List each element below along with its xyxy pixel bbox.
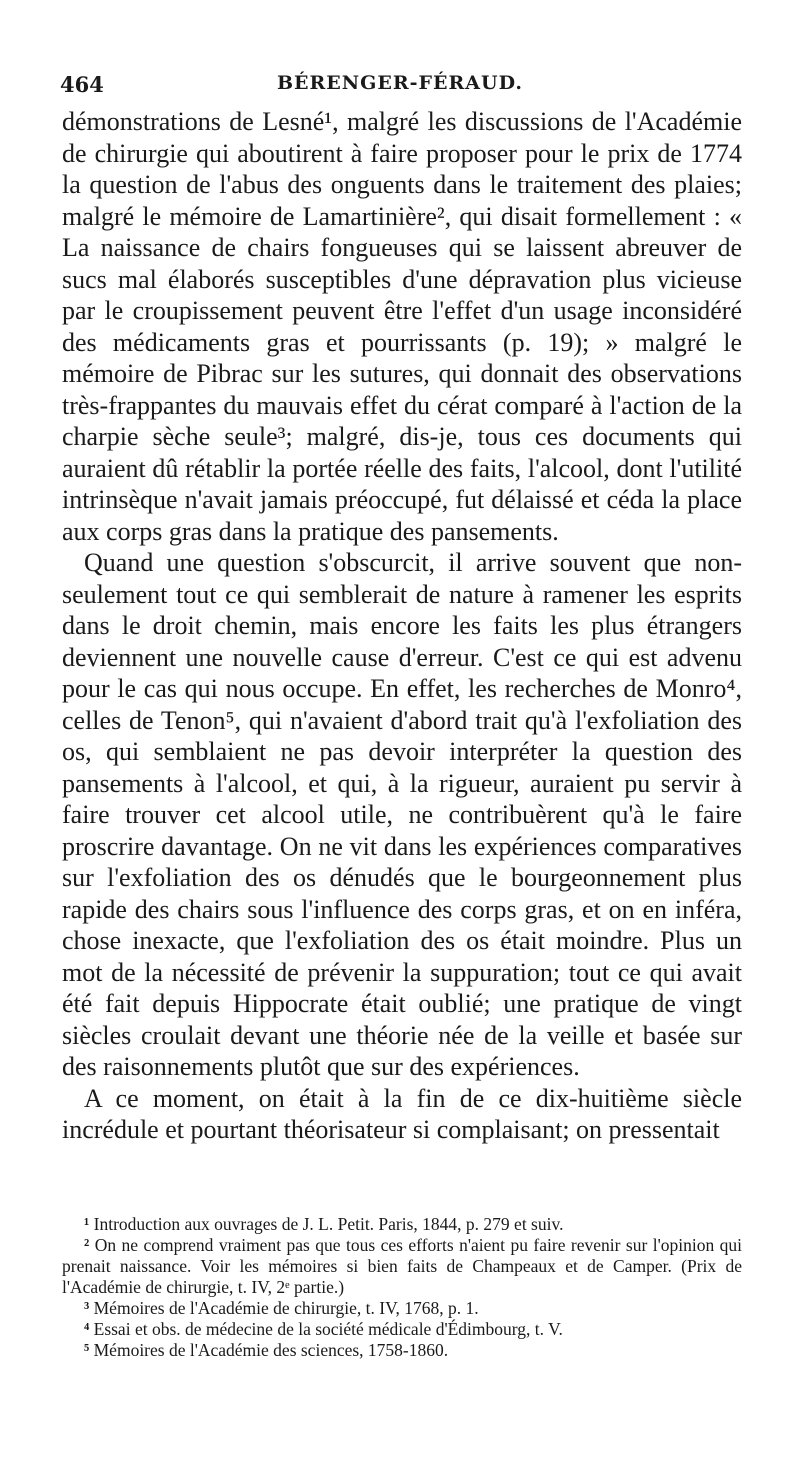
footnote-marker: ⁵ bbox=[84, 1340, 90, 1360]
running-head: BÉRENGER-FÉRAUD. bbox=[276, 72, 524, 94]
footnote bbox=[62, 1214, 742, 1235]
footnote-marker: ³ bbox=[84, 1298, 90, 1318]
paragraph: A ce moment, on était à la fin de ce dix-huitième siècle incrédule et pourtant théorisateur si complaisant; on pressentait bbox=[62, 1083, 742, 1144]
footnote bbox=[62, 1235, 742, 1298]
footnote-text: Introduction aux ouvrages de J. L. Petit. Paris, 1844, p. 279 et suiv. bbox=[93, 1214, 564, 1234]
footnote bbox=[62, 1298, 742, 1319]
footnote-text: Essai et obs. de médecine de la société médicale d'Édimbourg, t. V. bbox=[93, 1319, 563, 1339]
page-header bbox=[40, 72, 760, 102]
footnote-marker: ¹ bbox=[84, 1214, 90, 1234]
footnote-text: On ne comprend vraiment pas que tous ces efforts n'aient pu faire revenir sur l'opinion qui prenait naissance. Voir les mémoires si bien faits de Champeaux et de Camper. (Prix de l'Académie de chirurgie, t. IV, 2ᵉ partie.) bbox=[62, 1235, 742, 1297]
footnote bbox=[62, 1319, 742, 1340]
paragraph: démonstrations de Lesné¹, malgré les discussions de l'Académie de chirurgie qui aboutirent à faire proposer pour le prix de 1774 la question de l'abus des onguents dans le traitement des plaies; malgré le mémoire de Lamartinière², qui disait formellement : « La naissance de chairs fongueuses qui se laissent abreuver de sucs mal élaborés susceptibles d'une dépravation plus vicieuse par le croupissement peuvent être l'effet d'un usage inconsidéré des médicaments gras et pourrissants (p. 19); » malgré le mémoire de Pibrac sur les sutures, qui donnait des observations très-frappantes du mauvais effet du cérat comparé à l'action de la charpie sèche seule³; malgré, dis-je, tous ces documents qui auraient dû rétablir la portée réelle des faits, l'alcool, dont l'utilité intrinsèque n'avait jamais préoccupé, fut délaissé et céda la place aux corps gras dans la pratique des pansements. bbox=[62, 107, 742, 546]
body-text bbox=[62, 106, 742, 1146]
footnote-marker: ² bbox=[84, 1235, 90, 1255]
footnote-text: Mémoires de l'Académie de chirurgie, t. IV, 1768, p. 1. bbox=[93, 1298, 479, 1318]
footnotes bbox=[62, 1214, 742, 1361]
footnote-marker: ⁴ bbox=[84, 1319, 90, 1339]
page-number: 464 bbox=[60, 72, 104, 97]
paragraph: Quand une question s'obscurcit, il arrive souvent que non-seulement tout ce qui semblerait de nature à ramener les esprits dans le droit chemin, mais encore les faits les plus étrangers deviennent une nouvelle cause d'erreur. C'est ce qui est advenu pour le cas qui nous occupe. En effet, les recherches de Monro⁴, celles de Tenon⁵, qui n'avaient d'abord trait qu'à l'exfoliation des os, qui semblaient ne pas devoir interpréter la question des pansements à l'alcool, et qui, à la rigueur, auraient pu servir à faire trouver cet alcool utile, ne contribuèrent qu'à le faire proscrire davantage. On ne vit dans les expériences comparatives sur l'exfoliation des os dénudés que le bourgeonnement plus rapide des chairs sous l'influence des corps gras, et on en inféra, chose inexacte, que l'exfoliation des os était moindre. Plus un mot de la nécessité de prévenir la suppuration; tout ce qui avait été fait depuis Hippocrate était oublié; une pratique de vingt siècles croulait devant une théorie née de la veille et basée sur des raisonnements plutôt que sur des expériences. bbox=[62, 548, 742, 1081]
footnote bbox=[62, 1340, 742, 1361]
footnote-text: Mémoires de l'Académie des sciences, 1758-1860. bbox=[93, 1340, 449, 1360]
